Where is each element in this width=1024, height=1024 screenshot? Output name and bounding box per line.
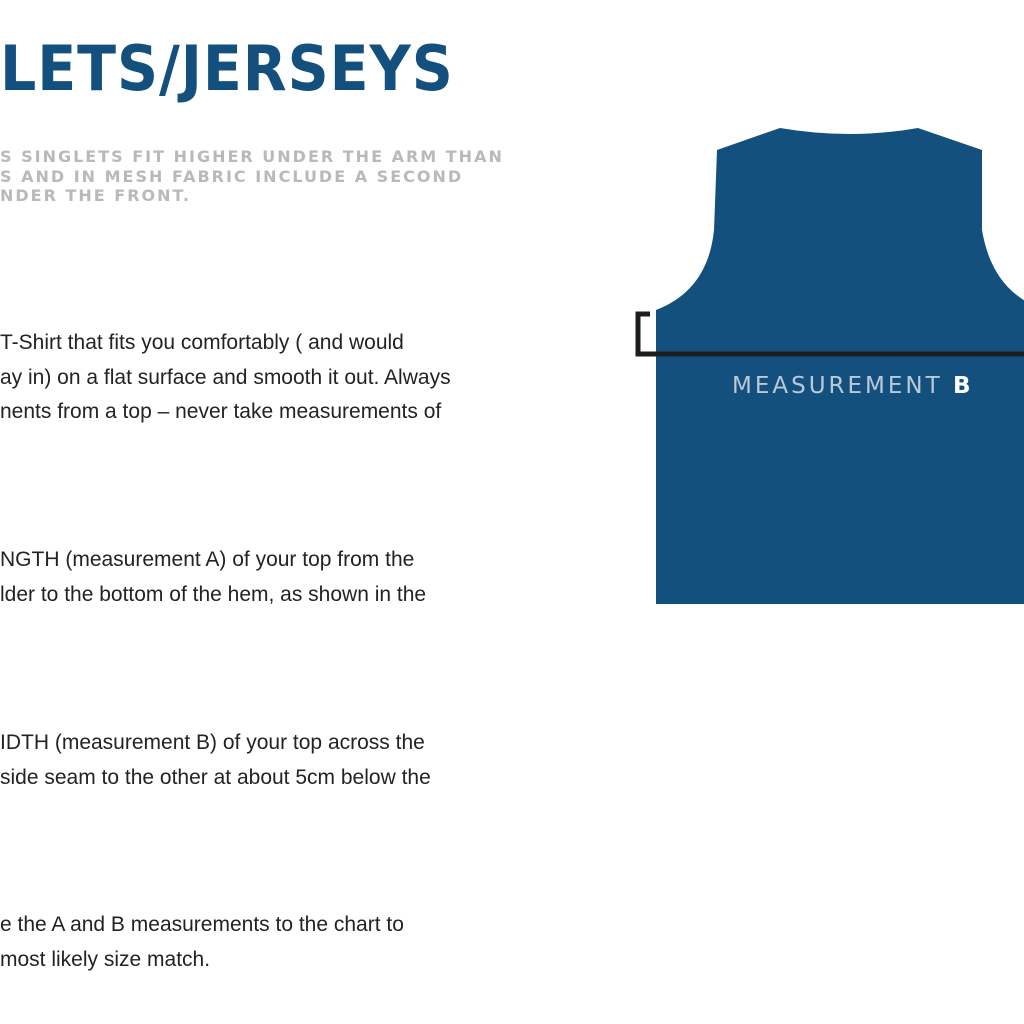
- singlet-diagram: [620, 110, 1024, 610]
- instruction-line: lder to the bottom of the hem, as shown in the: [0, 582, 427, 606]
- page-title: LETS/JERSEYS: [0, 32, 454, 105]
- instruction-step-2: [0, 543, 520, 612]
- instruction-line: nents from a top – never take measurements of: [0, 400, 442, 423]
- fit-description-line: NDER THE FRONT.: [0, 186, 192, 205]
- instruction-step-3: [0, 726, 520, 795]
- measurement-label-letter: B: [953, 373, 974, 399]
- fit-description-line: S SINGLETS FIT HIGHER UNDER THE ARM THAN: [0, 147, 504, 166]
- instruction-line: side seam to the other at about 5cm below the: [0, 765, 431, 789]
- measurement-b-label: [732, 373, 974, 399]
- instruction-line: most likely size match.: [0, 947, 211, 971]
- fit-description-line: S AND IN MESH FABRIC INCLUDE A SECOND: [0, 166, 464, 186]
- instruction-step-4: [0, 908, 520, 977]
- instruction-line: IDTH (measurement B) of your top across the: [0, 731, 425, 754]
- measurement-label-text: MEASUREMENT: [732, 373, 943, 399]
- instruction-line: ay in) on a flat surface and smooth it out. Always: [0, 365, 451, 389]
- instruction-step-1: [0, 326, 520, 430]
- instruction-line: NGTH (measurement A) of your top from the: [0, 548, 415, 571]
- instruction-line: e the A and B measurements to the chart to: [0, 913, 404, 936]
- singlet-silhouette: [656, 128, 1024, 604]
- fit-description: [0, 147, 504, 206]
- instruction-line: T-Shirt that fits you comfortably ( and would: [0, 331, 404, 354]
